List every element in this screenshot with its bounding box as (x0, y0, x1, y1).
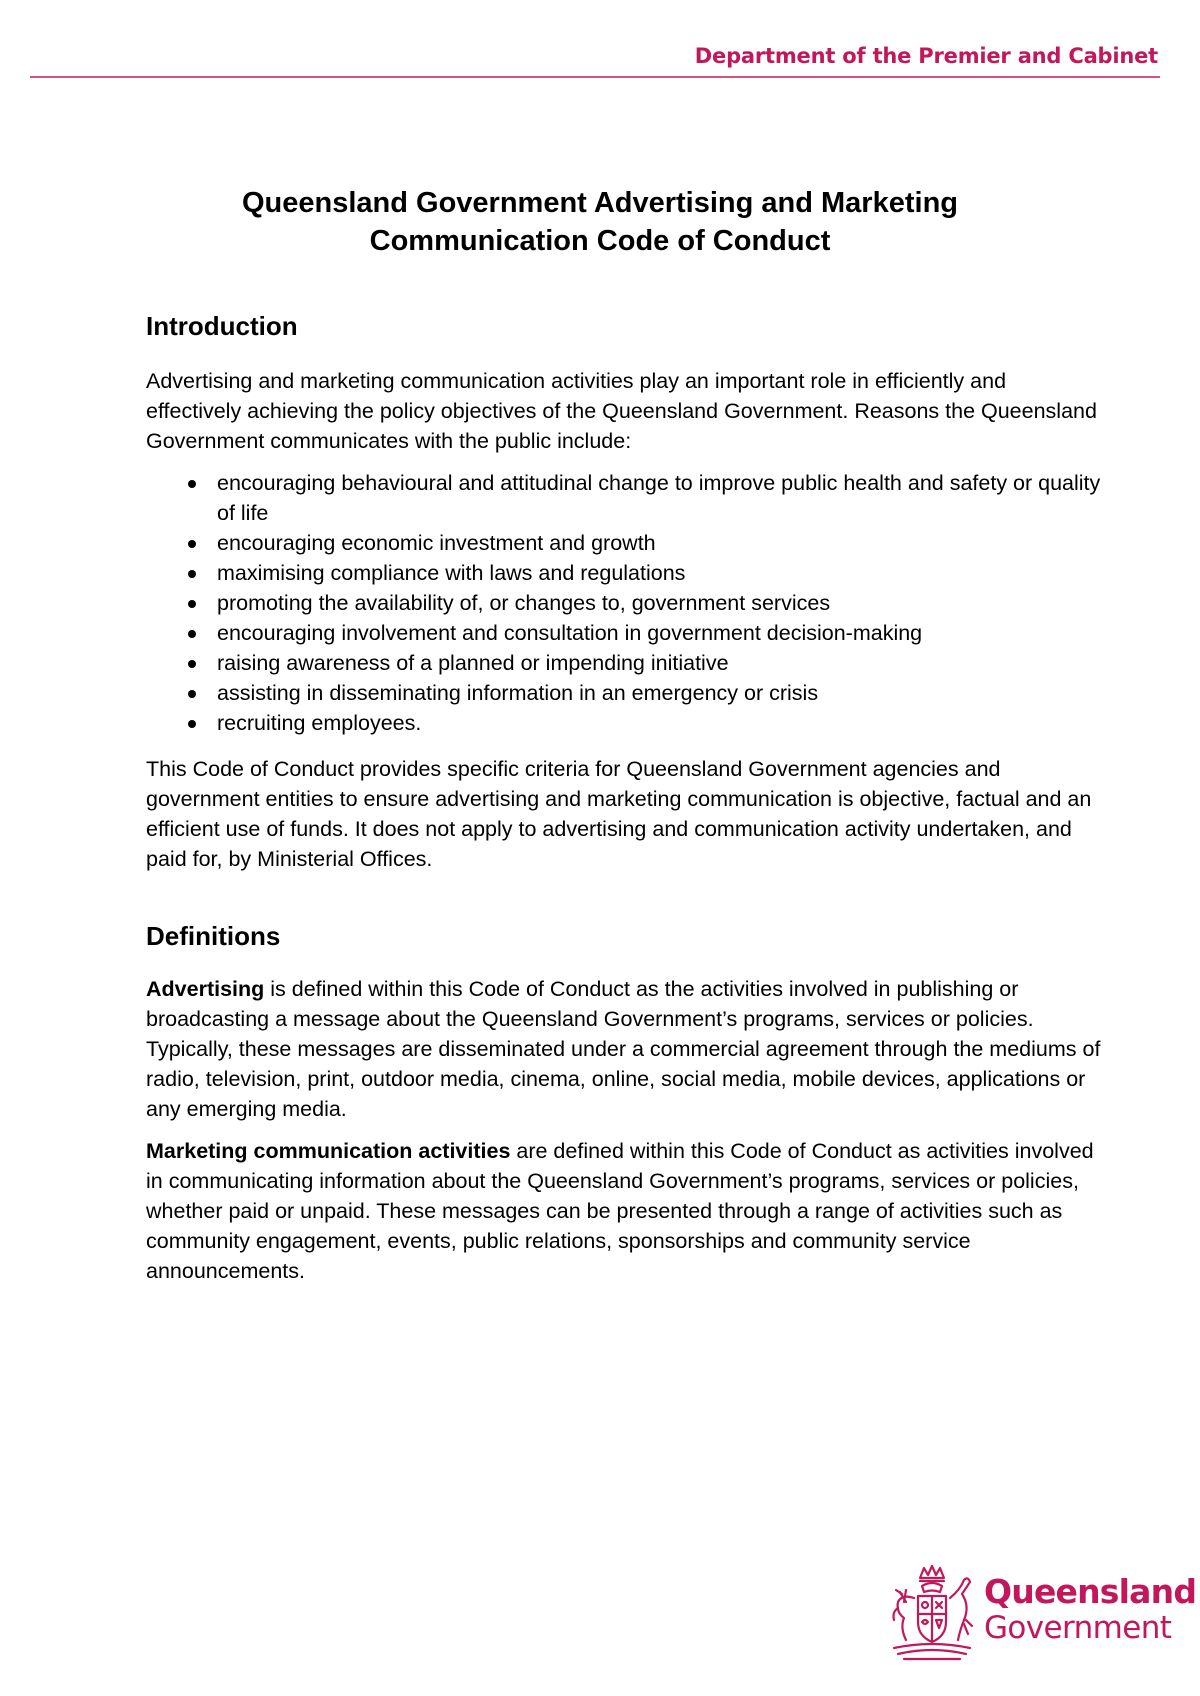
bullet-icon (188, 480, 196, 488)
list-item-text: recruiting employees. (217, 711, 422, 735)
list-item (146, 588, 1106, 618)
bullet-icon (188, 660, 196, 668)
marketing-definition-text: are defined within this Code of Conduct as activities involved in communicating information about the Queensland Government’s programs, services or policies, whether paid or unpaid. These messages can be presented through a range of activities such as community engagement, events, public relations, sponsorships and community service announcements. (146, 1139, 1094, 1283)
introduction-heading: Introduction (146, 311, 298, 341)
list-item (146, 468, 1106, 528)
code-scope-paragraph: This Code of Conduct provides specific criteria for Queensland Government agencies and government entities to ensure advertising and marketing communication is objective, factual and an efficient use of funds. It does not apply to advertising and communication activity undertaken, and paid for, by Ministerial Offices. (146, 757, 1092, 871)
bullet-icon (188, 570, 196, 578)
document-title-line-1: Queensland Government Advertising and Marketing (241, 187, 958, 219)
list-item (146, 678, 1106, 708)
logo-line-2: Government (984, 1610, 1172, 1646)
coat-of-arms-icon (884, 1562, 980, 1662)
bullet-icon (188, 630, 196, 638)
advertising-definition-text: is defined within this Code of Conduct as the activities involved in publishing or broadcasting a message about the Queensland Government’s programs, services or policies. Typically, these messages are disseminated under a commercial agreement through the mediums of radio, television, print, outdoor media, cinema, online, social media, mobile devices, applications or any emerging media. (146, 977, 1101, 1121)
bullet-icon (188, 600, 196, 608)
reasons-list (146, 468, 1106, 738)
list-item-text: encouraging economic investment and growth (217, 531, 656, 555)
document-title-line-2: Communication Code of Conduct (369, 225, 831, 257)
advertising-definition (146, 974, 1106, 1124)
document-title (0, 184, 1200, 260)
department-name: Department of the Premier and Cabinet (694, 44, 1158, 68)
marketing-term: Marketing communication activities (146, 1139, 511, 1163)
list-item (146, 528, 1106, 558)
list-item-text: raising awareness of a planned or impending initiative (217, 651, 729, 675)
list-item-text: maximising compliance with laws and regulations (217, 561, 686, 585)
bullet-icon (188, 720, 196, 728)
list-item-text: promoting the availability of, or changes to, government services (217, 591, 831, 615)
advertising-term: Advertising (146, 977, 265, 1001)
bullet-icon (188, 690, 196, 698)
document-body (146, 306, 1106, 1298)
list-item (146, 708, 1106, 738)
introduction-paragraph: Advertising and marketing communication activities play an important role in efficiently and effectively achieving the policy objectives of the Queensland Government. Reasons the Queensland Government communicates with the public include: (146, 369, 1097, 453)
list-item-text: encouraging involvement and consultation in government decision-making (217, 621, 923, 645)
logo-line-1: Queensland (984, 1572, 1197, 1611)
list-item-text: assisting in disseminating information in an emergency or crisis (217, 681, 819, 705)
marketing-definition (146, 1136, 1106, 1286)
definitions-heading: Definitions (146, 921, 281, 951)
list-item (146, 558, 1106, 588)
logo-wordmark (984, 1574, 1196, 1646)
queensland-government-logo (884, 1562, 1197, 1662)
bullet-icon (188, 540, 196, 548)
list-item (146, 618, 1106, 648)
header-divider (30, 76, 1160, 78)
list-item (146, 648, 1106, 678)
list-item-text: encouraging behavioural and attitudinal change to improve public health and safety or quality of life (217, 471, 1101, 525)
